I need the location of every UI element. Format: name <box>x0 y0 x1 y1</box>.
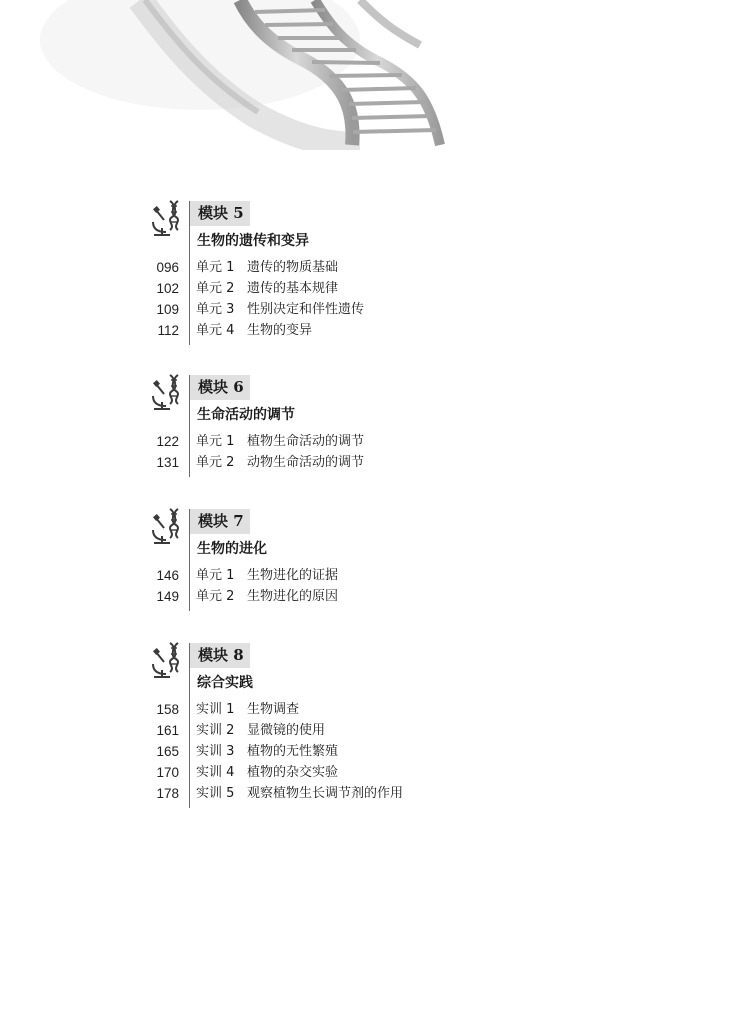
entry-title: 植物的无性繁殖 <box>247 744 339 759</box>
module-heading: 模块 6 <box>190 375 250 400</box>
unit-label: 单元 2 <box>196 455 235 470</box>
entry-title: 遗传的基本规律 <box>247 281 339 296</box>
page-number: 096 <box>156 260 179 275</box>
unit-label: 单元 1 <box>196 260 235 275</box>
entry-title: 植物生命活动的调节 <box>247 434 365 449</box>
page-number: 149 <box>156 589 179 604</box>
module-subtitle: 综合实践 <box>197 675 253 691</box>
page-number: 158 <box>156 702 179 717</box>
dna-helix-banner <box>0 0 750 150</box>
unit-label: 单元 2 <box>196 281 235 296</box>
module-subtitle: 生物的进化 <box>197 541 267 557</box>
entry-title: 动物生命活动的调节 <box>247 455 365 470</box>
entry-title: 生物进化的原因 <box>247 589 339 604</box>
microscope-dna-icon <box>150 198 186 238</box>
unit-label: 实训 2 <box>196 723 235 738</box>
page-number: 109 <box>156 302 179 317</box>
unit-label: 单元 1 <box>196 434 235 449</box>
page-number: 170 <box>156 765 179 780</box>
unit-label: 单元 4 <box>196 323 235 338</box>
entry-title: 生物进化的证据 <box>247 568 339 583</box>
page-number: 102 <box>156 281 179 296</box>
module-subtitle: 生物的遗传和变异 <box>197 233 309 249</box>
entry-title: 显微镜的使用 <box>247 723 326 738</box>
entry-title: 生物的变异 <box>247 323 313 338</box>
page-number: 161 <box>156 723 179 738</box>
unit-label: 单元 2 <box>196 589 235 604</box>
page-number: 146 <box>156 568 179 583</box>
microscope-dna-icon <box>150 640 186 680</box>
unit-label: 实训 5 <box>196 786 235 801</box>
unit-label: 单元 3 <box>196 302 235 317</box>
page-number: 131 <box>156 455 179 470</box>
page-number: 165 <box>156 744 179 759</box>
entry-title: 遗传的物质基础 <box>247 260 339 275</box>
page-number: 122 <box>156 434 179 449</box>
entry-title: 观察植物生长调节剂的作用 <box>247 786 404 801</box>
page-number: 178 <box>156 786 179 801</box>
microscope-dna-icon <box>150 506 186 546</box>
unit-label: 实训 1 <box>196 702 235 717</box>
microscope-dna-icon <box>150 372 186 412</box>
entry-title: 性别决定和伴性遗传 <box>247 302 365 317</box>
page-number: 112 <box>157 323 179 338</box>
module-heading: 模块 7 <box>190 509 250 534</box>
unit-label: 实训 4 <box>196 765 235 780</box>
entry-title: 植物的杂交实验 <box>247 765 339 780</box>
module-heading: 模块 8 <box>190 643 250 668</box>
module-subtitle: 生命活动的调节 <box>197 407 295 423</box>
entry-title: 生物调查 <box>247 702 300 717</box>
unit-label: 单元 1 <box>196 568 235 583</box>
unit-label: 实训 3 <box>196 744 235 759</box>
module-heading: 模块 5 <box>190 201 250 226</box>
